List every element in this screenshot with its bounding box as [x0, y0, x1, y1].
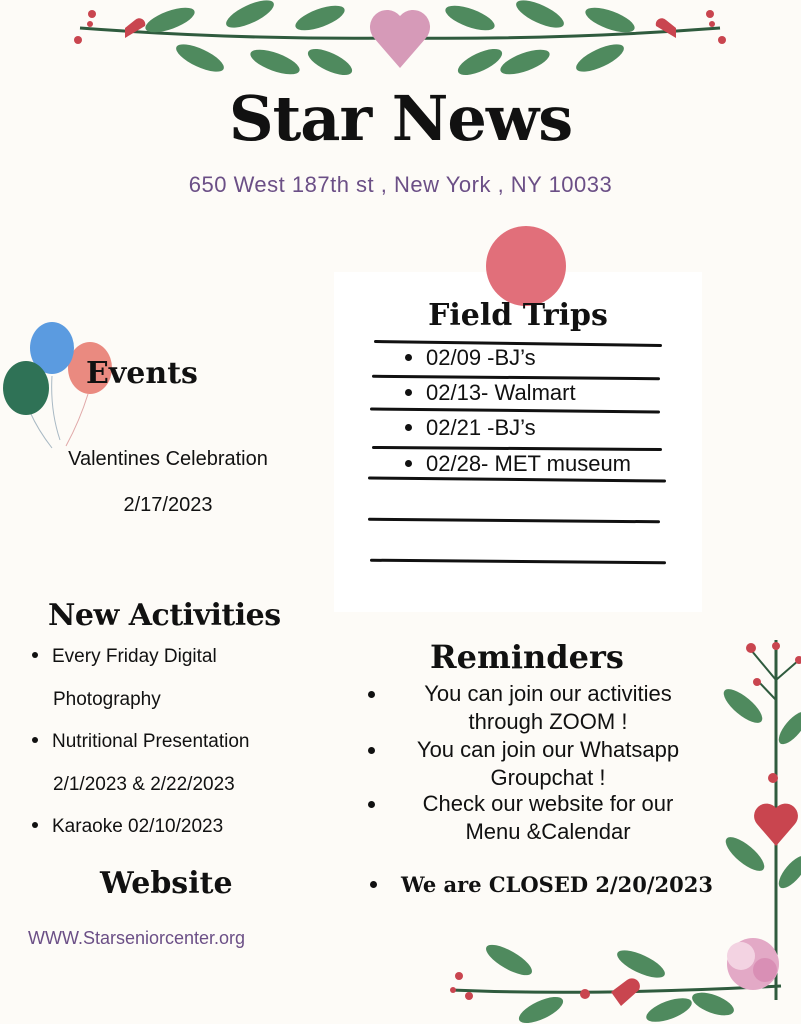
list-item: Nutritional Presentation [32, 721, 250, 763]
event-name: Valentines Celebration [68, 448, 268, 470]
list-item: Every Friday Digital [32, 636, 217, 678]
page-title: Star News [228, 82, 573, 155]
activities-heading: New Activities [48, 598, 281, 633]
list-item-continued: Photography [53, 689, 161, 710]
reminders-heading: Reminders [430, 638, 624, 676]
list-item: You can join our Whatsapp Groupchat ! [368, 736, 728, 792]
heart-icon [754, 804, 798, 846]
website-link[interactable]: WWW.Starseniorcenter.org [28, 928, 246, 948]
floral-garland-top [0, 0, 801, 80]
website-heading: Website [100, 866, 233, 901]
list-item: 02/13- Walmart [405, 380, 576, 406]
closed-notice: We are CLOSED 2/20/2023 [370, 872, 713, 897]
list-item: 02/21 -BJ’s [405, 415, 536, 441]
pin-dot [486, 226, 566, 306]
list-item: You can join our activities through ZOOM ! [368, 680, 728, 736]
events-heading: Events [86, 356, 198, 391]
event-date: 2/17/2023 [123, 494, 213, 516]
field-trips-heading: Field Trips [428, 298, 608, 333]
list-item: 02/28- MET museum [405, 451, 631, 477]
list-item: 02/09 -BJ’s [405, 345, 536, 371]
list-item: Check our website for our Menu &Calendar [368, 790, 728, 846]
flower-icon [727, 938, 779, 990]
list-item-continued: 2/1/2023 & 2/22/2023 [53, 774, 235, 795]
address: 650 West 187th st , New York , NY 10033 [188, 172, 613, 197]
list-item: Karaoke 02/10/2023 [32, 806, 223, 848]
floral-garland-bottom [441, 934, 801, 1024]
heart-icon [370, 10, 430, 68]
